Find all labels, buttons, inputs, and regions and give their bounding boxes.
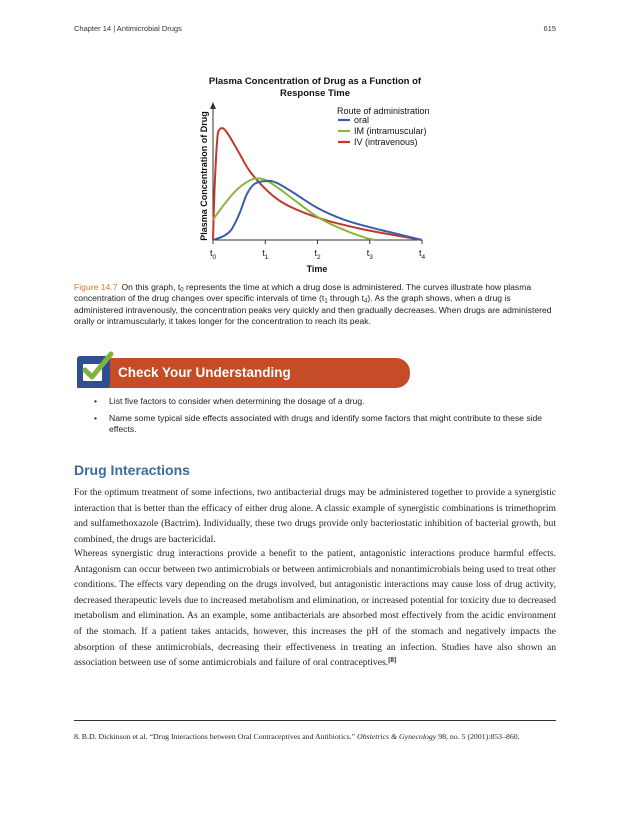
chart-xlabel: Time [306,264,328,274]
caption-sub-a: 0 [180,287,184,294]
caption-sub-b: 1 [324,298,328,305]
list-item [94,396,560,408]
caption-text-a: On this graph, t [121,282,181,292]
check-understanding-title: Check Your Understanding [118,365,291,380]
caption-text-c: through t [327,293,364,304]
x-tick-label: $t_4$ [419,248,426,261]
check-understanding-list [94,396,560,441]
footnote-journal: Obstetrics & Gynecology [357,732,437,741]
reference-marker: [8] [388,656,397,665]
y-axis-arrow-icon [210,102,216,109]
section-heading: Drug Interactions [74,462,190,478]
figure-label: Figure 14.7 [74,282,118,292]
checkbox-icon [77,356,110,388]
bullet-icon: • [94,412,98,423]
plasma-concentration-chart [190,72,440,278]
bullet-icon: • [94,396,98,406]
x-tick-label: $t_0$ [210,248,217,261]
footnote [74,729,556,744]
chart-title-line-2: Response Time [279,88,351,99]
chart-svg [190,72,440,278]
x-tick-label: $t_2$ [314,248,321,261]
legend-label: IV (intravenous) [354,137,418,147]
footnote-text-b: 98, no. 5 (2001):853–860. [436,732,520,741]
x-tick-label: $t_1$ [262,248,269,261]
checkmark-icon [77,350,115,386]
footnote-divider [74,720,556,721]
series-line-oral [213,181,422,240]
chapter-title: Chapter 14 | Antimicrobial Drugs [74,24,182,33]
paragraph-2 [74,546,556,671]
footnote-text-a: 8. B.D. Dickinson et al. “Drug Interactions between Oral Contraceptives and Antibiotics.” [74,732,357,741]
caption-text-b: represents the time at which a drug dose is administered. The curves illustrate how plasma concentration of the drug changes over specific intervals of time (t [74,282,532,304]
legend-title: Route of administration [337,106,430,116]
caption-text-d: ). As the graph shows, when a drug is administered intravenously, the concentration peaks very quickly and then gradually decreases. When drugs are administered orally or intramuscularly, it takes longer for the concentration to reach its peak. [74,293,552,326]
list-item [94,413,560,436]
page-number: 615 [543,24,556,33]
running-head [74,24,556,36]
paragraph-1: For the optimum treatment of some infections, two antibacterial drugs may be administered together to provide a synergistic interaction that is better than the efficacy of either drug alone. A classic example of synergistic combinations is trimethoprim and sulfamethoxazole (Bactrim). Individually, these two drugs provide only bacteriostatic inhibition of bacterial growth, but combined, the drugs are bactericidal. [74,487,556,545]
legend-label: IM (intramuscular) [354,126,427,136]
paragraph-2-text: Whereas synergistic drug interactions provide a benefit to the patient, antagonistic interactions produce harmful effects. Antagonism can occur between two antimicrobials or between antimicrobials and nonantimicrobials being used to treat other conditions. The effects vary depending on the drugs involved, but antagonistic interactions may cause loss of drug activity, decreased therapeutic levels due to increased metabolism and elimination, or increased potential for toxicity due to decreased metabolism and elimination. As an example, some antibacterials are absorbed most effectively from the acidic environment of the stomach. If a patient takes antacids, however, this increases the pH of the stomach and negatively impacts the absorption of these antimicrobials, decreasing their effectiveness in treating an infection. Studies have also shown an association between use of some antimicrobials and failure of oral contraceptives. [74,548,556,669]
chart-ylabel: Plasma Concentration of Drug [199,111,209,241]
figure-caption [74,282,558,327]
list-item-text: Name some typical side effects associated with drugs and identify some factors that might contribute to these side effects. [109,412,543,434]
list-item-text: List five factors to consider when determining the dosage of a drug. [109,396,365,406]
x-tick-label: $t_3$ [366,248,373,261]
caption-sub-c: 4 [363,298,368,305]
legend-label: oral [354,115,370,125]
chart-plot-area [210,102,427,261]
chart-title-line-1: Plasma Concentration of Drug as a Function of [208,76,422,87]
